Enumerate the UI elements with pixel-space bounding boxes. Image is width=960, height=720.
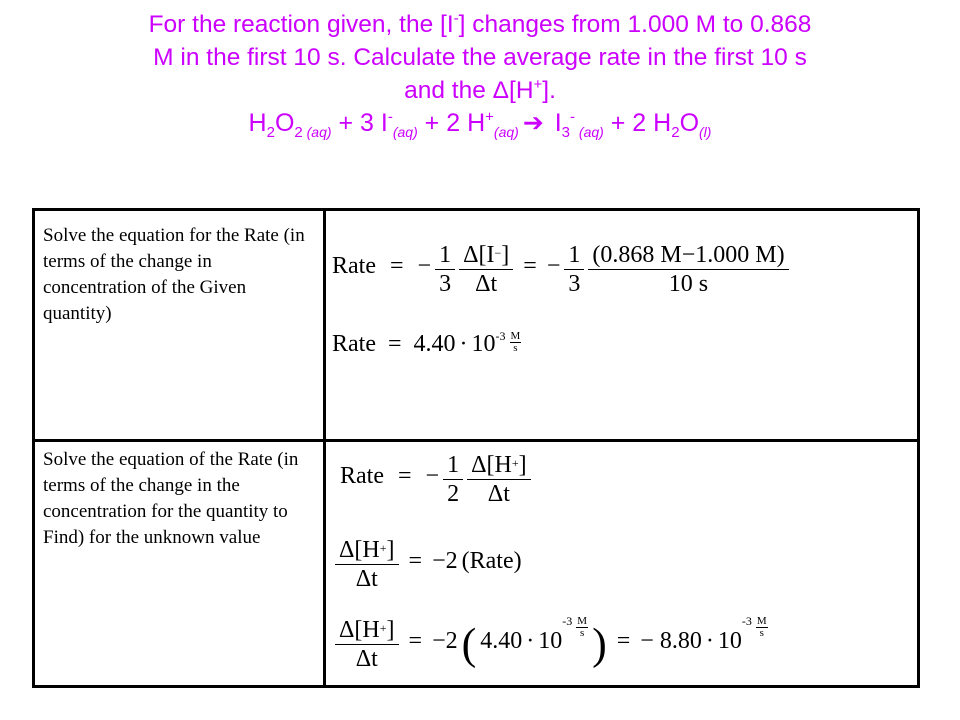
title-line-3: and the Δ[H+].: [404, 75, 556, 104]
solution-table: [32, 208, 920, 688]
row1-instruction: Solve the equation for the Rate (in terms of the change in concentration of the Given quantity): [43, 225, 305, 324]
rate-equation-find: Rate = − $\frac{1}{2}$ $\frac{\Delta[H^+]}{\Delta t}$: [340, 451, 531, 508]
title-line-2: M in the first 10 s. Calculate the average rate in the first 10 s: [153, 44, 807, 71]
delta-h-expression: $\frac{\Delta[H^+]}{\Delta t}$ = −2 (Rate): [335, 536, 522, 593]
table-column-divider: [323, 211, 326, 685]
reaction-equation: $H_2O_2$ $_{(aq)}$ + 3 $I^-_{(aq)} + 2$ $H^+_{(aq)}$ ➔ $I_3^-$ $_{(aq)}$ + 2 $H_2O_{(l)}$: [248, 108, 712, 141]
delta-h-result: $\frac{\Delta[H^+]}{\Delta t}$ = −2 ( $4.40 \cdot 10^{-3}$ $\frac{M}{s}$ ) = − $8.80 \cdot 10^{-3}$ $\frac{M}{s}$: [335, 616, 768, 673]
rate-equation-given: Rate = − $\frac{1}{3}$ $\frac{\Delta[I^-]}{\Delta t}$ = − $\frac{1}{3}$ $\frac{(0.868 M-1.000 M)}{10 s}$: [332, 241, 789, 298]
slide-title: [20, 8, 940, 140]
rate-result: Rate = $4.40 \cdot 10^{-3}$ $\frac{M}{s}$: [332, 329, 521, 357]
reaction-arrow-icon: ➔: [522, 109, 544, 137]
row2-instruction: Solve the equation of the Rate (in terms of the change in the concentration for the quantity to Find) for the unknown value: [43, 449, 299, 548]
title-line-1: For the reaction given, the [I-] changes from 1.000 M to 0.868: [148, 9, 812, 38]
